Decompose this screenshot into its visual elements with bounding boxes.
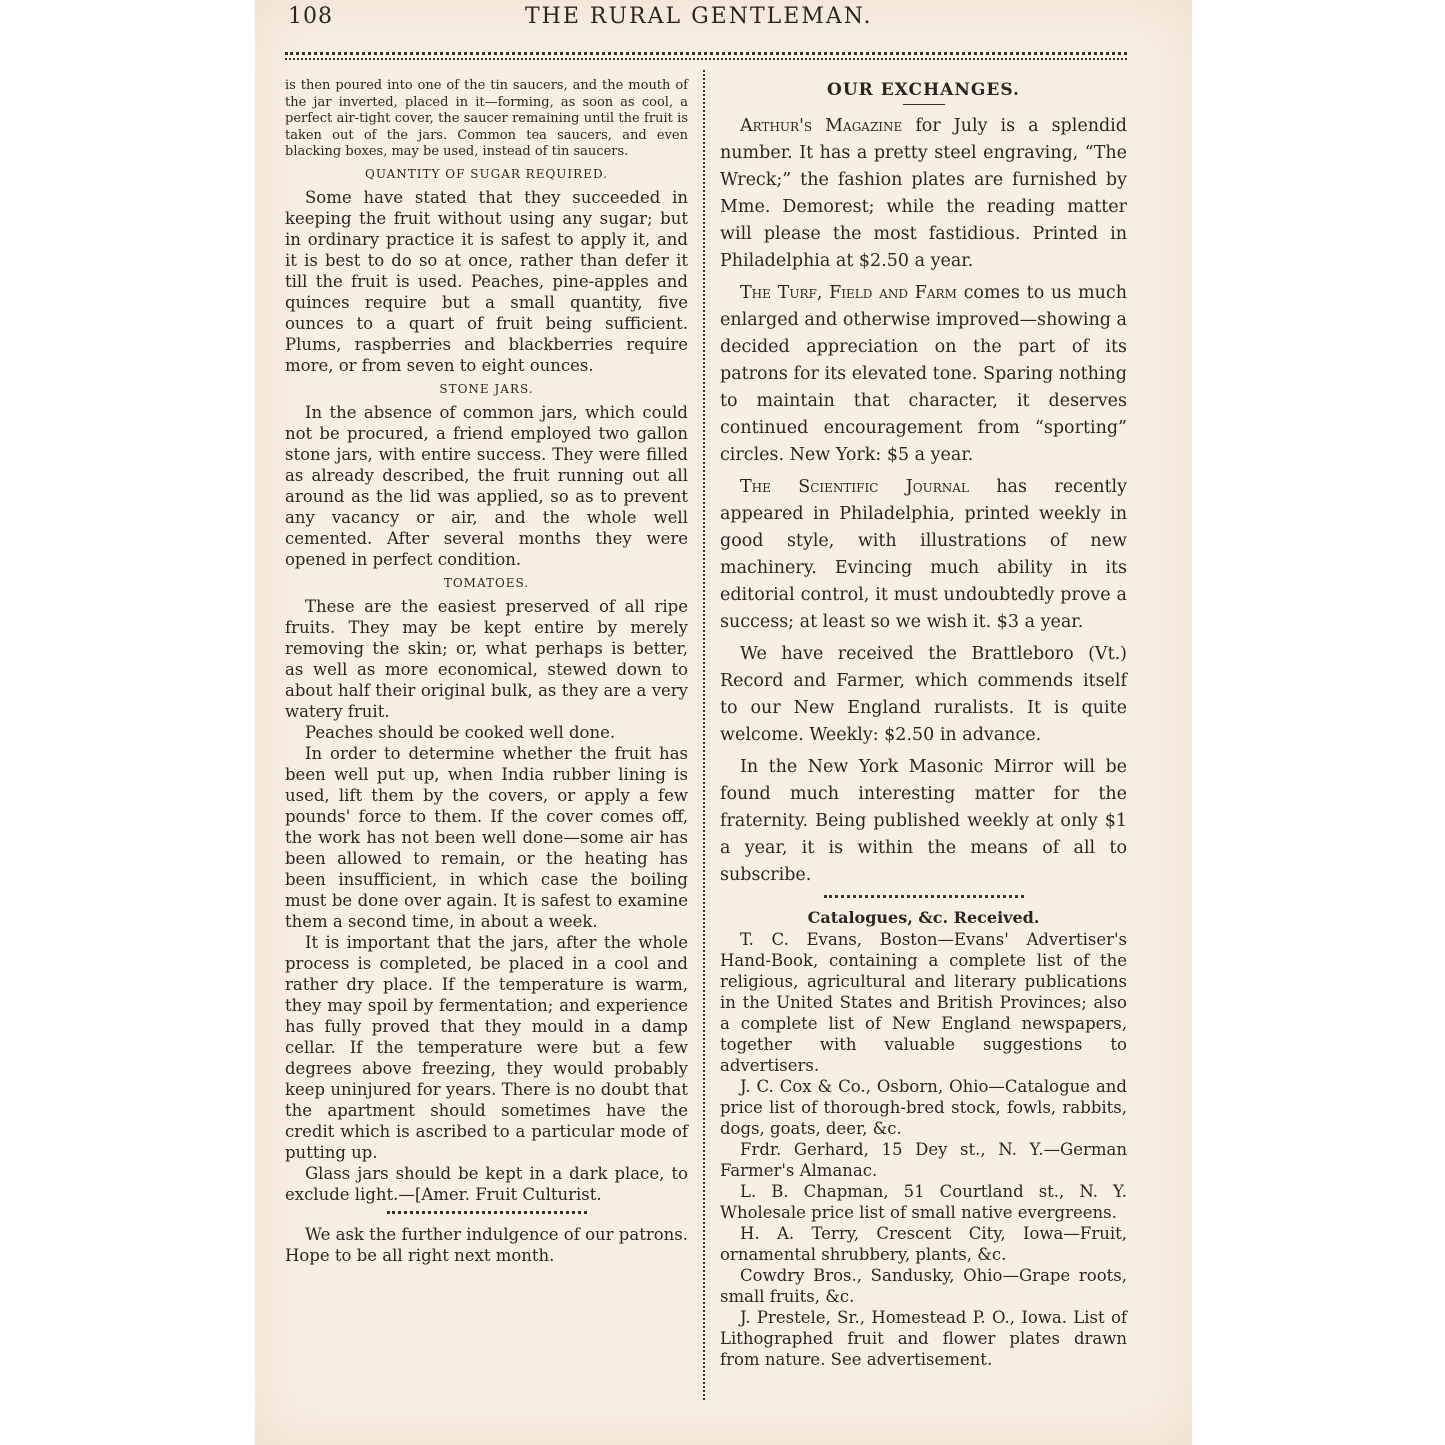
intro-paragraph: is then poured into one of the tin saucers, and the mouth of the jar inverted, placed in it—forming, as soon as cool, a perfect air-tight cover, the saucer remaining until the fruit is taken out of the jars. Common tea saucers, and even blacking boxes, may be used, instead of tin saucers. xyxy=(285,78,688,159)
exchange-name: Arthur's Magazine xyxy=(740,116,903,136)
closing-paragraph: We ask the further indulgence of our patrons. Hope to be all right next month. xyxy=(285,1224,688,1265)
catalogue-item: H. A. Terry, Crescent City, Iowa—Fruit, ornamental shrubbery, plants, &c. xyxy=(720,1224,1127,1264)
heading-tomatoes: TOMATOES. xyxy=(443,575,530,590)
exchange-masonic-mirror: In the New York Masonic Mirror will be found much interesting matter for the fraternity. Being published weekly at only $1 a year, it is within the means of all to subscribe. xyxy=(720,757,1127,885)
sugar-paragraph: Some have stated that they succeeded in keeping the fruit without using any sugar; but in ordinary practice it is safest to apply it, and it is best to do so at once, rather than defer it till the fruit is used. Peaches, pine-apples and quinces require but a small quantity, five ounces to a quart of fruit being sufficient. Plums, raspberries and blackberries require more, or from seven to eight ounces. xyxy=(285,187,688,375)
left-column xyxy=(285,78,688,1266)
exchange-scientific-journal xyxy=(720,474,1127,636)
magazine-page xyxy=(255,0,1192,1445)
catalogue-item: Cowdry Bros., Sandusky, Ohio—Grape roots, small fruits, &c. xyxy=(720,1266,1127,1306)
tomatoes-paragraph-4: It is important that the jars, after the whole process is completed, be placed in a cool and rather dry place. If the temperature is warm, they may spoil by fermentation; and experience has fully proved that they mould in a damp cellar. If the temperature were but a few degrees above freezing, they would probably keep uninjured for years. There is no doubt that the apartment should sometimes have the credit which is ascribed to a particular mode of putting up. xyxy=(285,932,689,1162)
heading-stone-jars: STONE JARS. xyxy=(439,381,534,396)
right-column xyxy=(720,78,1127,1370)
catalogue-item: J. Prestele, Sr., Homestead P. O., Iowa. List of Lithographed fruit and flower plates drawn from nature. See advertisement. xyxy=(720,1308,1127,1369)
section-divider xyxy=(387,1211,587,1214)
exchange-brattleboro: We have received the Brattleboro (Vt.) Record and Farmer, which commends itself to our New England ruralists. It is quite welcome. Weekly: $2.50 in advance. xyxy=(720,644,1127,745)
heading-underline xyxy=(903,104,945,105)
tomatoes-paragraph-5: Glass jars should be kept in a dark place, to exclude light.—[Amer. Fruit Culturist. xyxy=(285,1163,688,1204)
exchange-text: for July is a splendid number. It has a pretty steel engraving, “The Wreck;” the fashion plates are furnished by Mme. Demorest; while the reading matter will please the most fastidious. Printed in Philadelphia at $2.50 a year. xyxy=(720,116,1127,271)
exchange-text: comes to us much enlarged and otherwise improved—showing a decided appreciation on the part of its patrons for its elevated tone. Sparing nothing to maintain that character, it deserves continued encouragement from “sporting” circles. New York: $5 a year. xyxy=(720,283,1127,465)
tomatoes-paragraph-1: These are the easiest preserved of all ripe fruits. They may be kept entire by merely removing the skin; or, what perhaps is better, as well as more economical, stewed down to about half their original bulk, as they are a very watery fruit. xyxy=(285,596,688,721)
catalogues-heading: Catalogues, &c. Received. xyxy=(807,908,1040,927)
catalogue-item: T. C. Evans, Boston—Evans' Advertiser's Hand-Book, containing a complete list of the religious, agricultural and literary publications in the United States and British Provinces; also a complete list of New England newspapers, together with valuable suggestions to advertisers. xyxy=(720,930,1127,1075)
tomatoes-paragraph-2: Peaches should be cooked well done. xyxy=(305,722,616,742)
column-divider xyxy=(703,70,705,1400)
exchange-name: The Scientific Journal xyxy=(740,477,969,497)
catalogue-item: Frdr. Gerhard, 15 Dey st., N. Y.—German Farmer's Almanac. xyxy=(720,1140,1127,1180)
exchange-text: has recently appeared in Philadelphia, printed weekly in good style, with illustrations of new machinery. Evincing much ability in its editorial control, it must undoubtedly prove a success; at least so we wish it. $3 a year. xyxy=(720,477,1127,632)
page-number: 108 xyxy=(288,4,333,29)
exchange-turf-field-farm xyxy=(720,280,1127,469)
catalogues-list xyxy=(720,929,1127,1370)
header-rule xyxy=(285,52,1127,55)
catalogue-item: L. B. Chapman, 51 Courtland st., N. Y. Wholesale price list of small native evergreens. xyxy=(720,1182,1127,1222)
catalogues-divider xyxy=(824,895,1024,898)
catalogue-item: J. C. Cox & Co., Osborn, Ohio—Catalogue and price list of thorough-bred stock, fowls, rabbits, dogs, goats, deer, &c. xyxy=(720,1077,1127,1138)
header-rule-secondary xyxy=(285,58,1127,60)
exchanges-heading: OUR EXCHANGES. xyxy=(827,80,1020,100)
stone-jars-paragraph: In the absence of common jars, which could not be procured, a friend employed two gallon stone jars, with entire success. They were filled as already described, the fruit running out all around as the lid was applied, so as to prevent any vacancy or air, and the whole well cemented. After several months they were opened in perfect condition. xyxy=(285,402,688,569)
exchange-arthurs xyxy=(720,113,1127,275)
exchanges-list xyxy=(720,113,1127,889)
page-title: THE RURAL GENTLEMAN. xyxy=(525,4,873,29)
tomatoes-paragraph-3: In order to determine whether the fruit has been well put up, when India rubber lining is used, lift them by the covers, or apply a few pounds' force to them. If the cover comes off, the work has not been well done—some air has been allowed to remain, or the heating has been insufficient, in which case the boiling must be done over again. It is safest to examine them a second time, in about a week. xyxy=(285,743,688,931)
exchange-name: The Turf, Field and Farm xyxy=(740,283,957,303)
heading-sugar: QUANTITY OF SUGAR REQUIRED. xyxy=(365,166,608,181)
page-header xyxy=(255,0,1192,40)
